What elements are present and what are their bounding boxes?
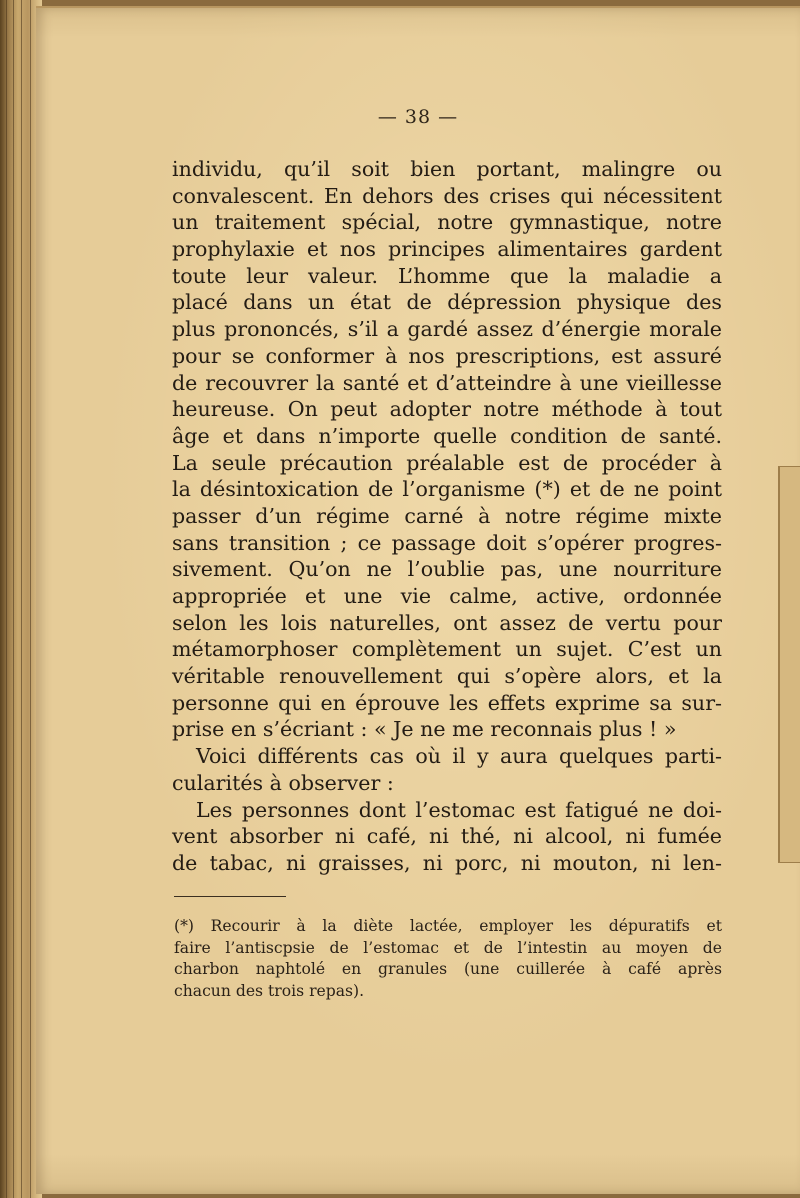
- binding-line: [30, 0, 31, 1198]
- body-text: [172, 156, 722, 877]
- text-line: Voici différents cas où il y aura quelques parti-: [196, 744, 722, 769]
- binding-line: [6, 0, 7, 1198]
- page-number: — 38 —: [377, 106, 459, 128]
- text-line: de recouvrer la santé et d’atteindre à une vieillesse: [172, 370, 722, 395]
- binding-line: [13, 0, 14, 1198]
- text-line: convalescent. En dehors des crises qui nécessitent: [172, 183, 722, 208]
- text-line: véritable renouvellement qui s’opère alors, et la: [172, 664, 722, 689]
- text-line: sans transition ; ce passage doit s’opérer progres-: [172, 530, 722, 555]
- footnote-divider: [174, 896, 286, 897]
- text-line: la désintoxication de l’organisme (*) et de ne point: [172, 477, 722, 502]
- text-line: sivement. Qu’on ne l’oublie pas, une nourriture: [172, 557, 722, 582]
- text-line: appropriée et une vie calme, active, ordonnée: [172, 584, 722, 608]
- text-line: plus prononcés, s’il a gardé assez d’énergie morale: [172, 317, 722, 342]
- text-line: un traitement spécial, notre gymnastique, notre: [172, 210, 722, 235]
- text-line: cularités à observer :: [172, 770, 394, 795]
- footnote: [174, 916, 722, 1002]
- footnote-line: charbon naphtolé en granules (une cuillerée à café après: [174, 960, 722, 978]
- text-line: individu, qu’il soit bien portant, malingre ou: [172, 157, 722, 181]
- book-page: [36, 6, 800, 1194]
- text-line: de tabac, ni graisses, ni porc, ni mouton, ni len-: [172, 850, 722, 875]
- text-line: prise en s’écriant : « Je ne me reconnais plus ! »: [172, 717, 677, 742]
- text-line: vent absorber ni café, ni thé, ni alcool, ni fumée: [172, 824, 722, 849]
- text-line: métamorphoser complètement un sujet. C’est un: [172, 637, 722, 662]
- text-line: pour se conformer à nos prescriptions, est assuré: [172, 343, 722, 368]
- footnote-line: faire l’antiscpsie de l’estomac et de l’intestin au moyen de: [174, 938, 722, 957]
- text-line: selon les lois naturelles, ont assez de vertu pour: [172, 610, 722, 635]
- binding-line: [21, 0, 22, 1198]
- text-line: personne qui en éprouve les effets exprime sa sur-: [172, 690, 722, 715]
- text-line: prophylaxie et nos principes alimentaires gardent: [172, 237, 722, 262]
- text-line: Les personnes dont l’estomac est fatigué ne doi-: [196, 797, 722, 822]
- text-line: heureuse. On peut adopter notre méthode à tout: [172, 397, 722, 422]
- footnote-line: chacun des trois repas).: [174, 981, 365, 1000]
- text-line: passer d’un régime carné à notre régime mixte: [172, 503, 722, 528]
- next-page-edge: [778, 466, 800, 863]
- text-line: âge et dans n’importe quelle condition de santé.: [172, 423, 722, 448]
- text-line: placé dans un état de dépression physique des: [172, 290, 722, 315]
- text-line: La seule précaution préalable est de procéder à: [172, 450, 722, 475]
- text-line: toute leur valeur. L’homme que la maladie a: [172, 263, 722, 288]
- footnote-line: (*) Recourir à la diète lactée, employer les dépuratifs et: [174, 917, 722, 935]
